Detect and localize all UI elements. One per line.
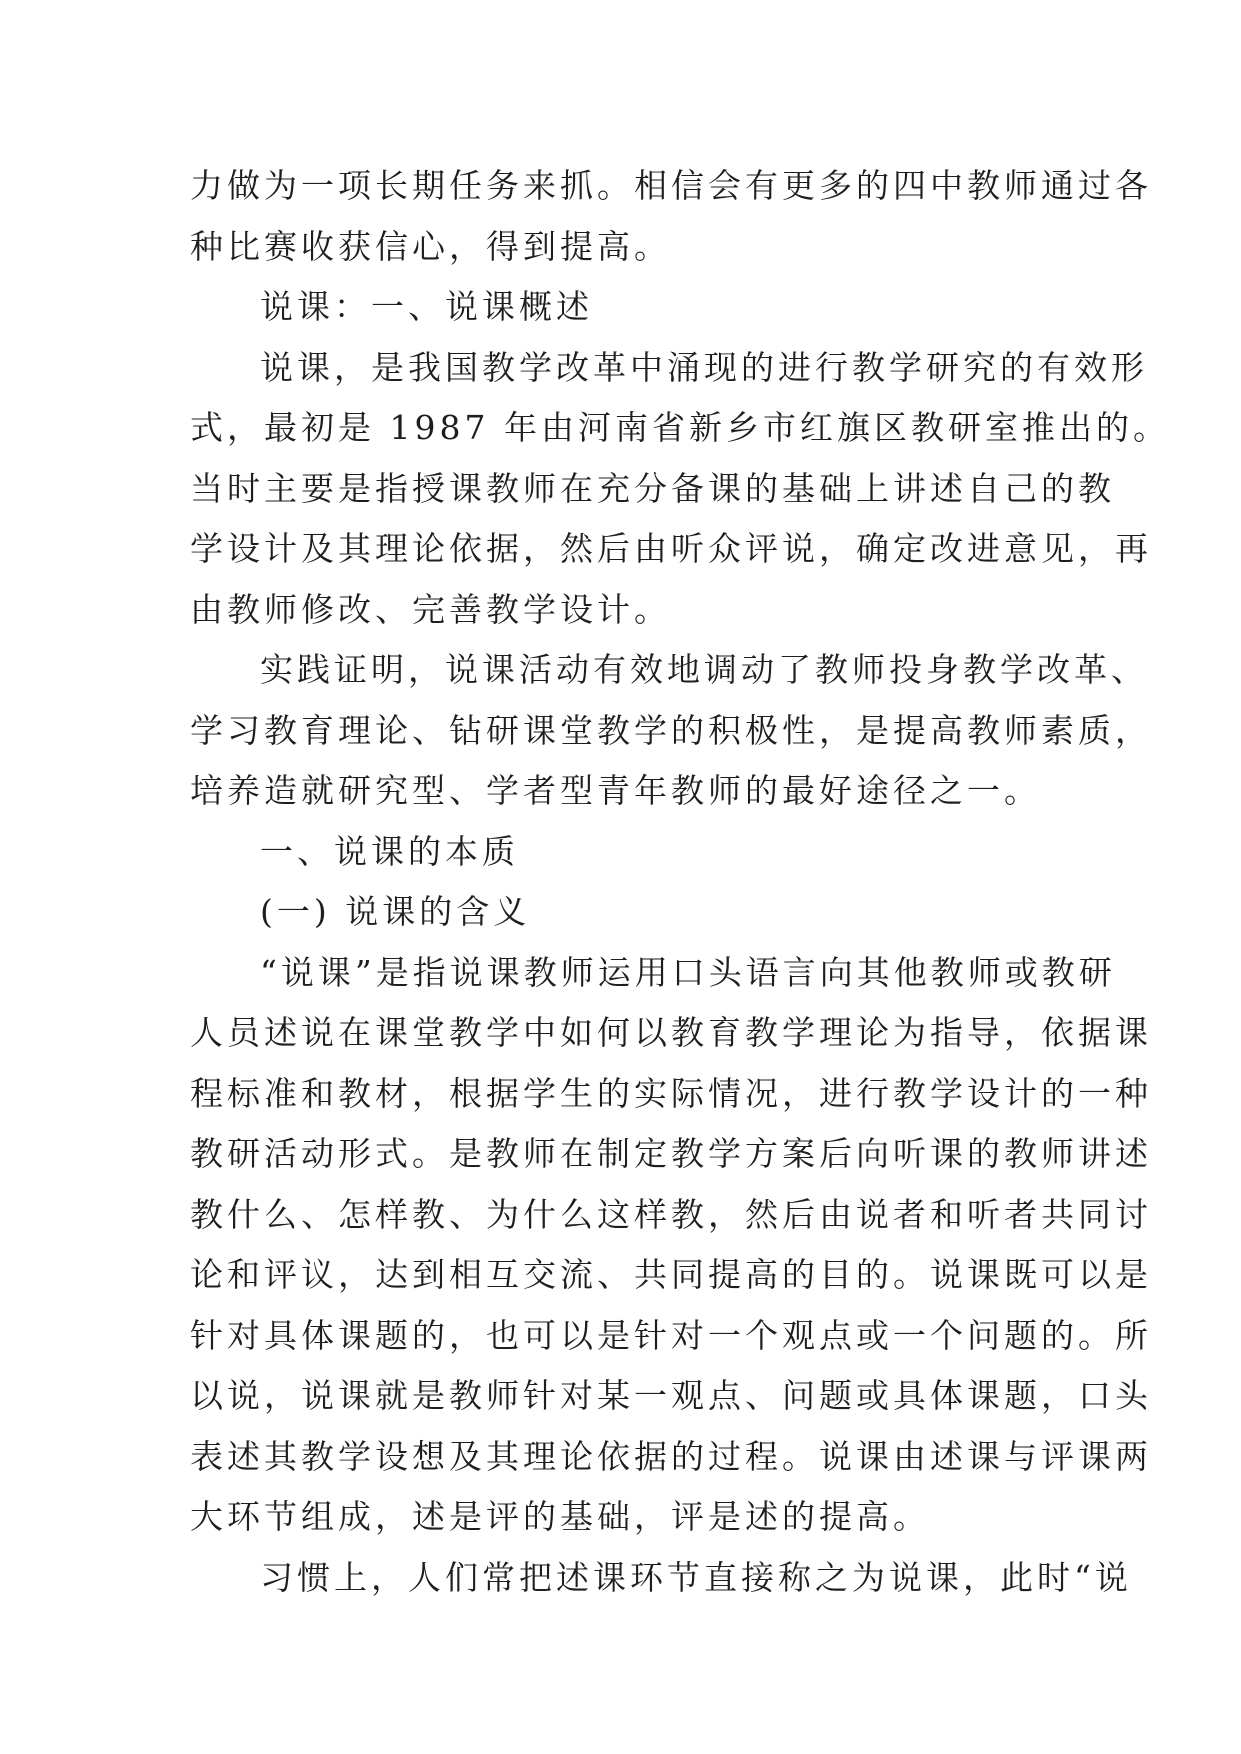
text-line: 式，最初是 1987 年由河南省新乡市红旗区教研室推出的。 (190, 408, 1170, 447)
text-line: 说课，是我国教学改革中涌现的进行教学研究的有效形 (260, 347, 1148, 387)
text-line: “说课”是指说课教师运用口头语言向其他教师或教研 (260, 952, 1116, 992)
section-heading: 一、说课的本质 (260, 831, 519, 871)
text-line: 由教师修改、完善教学设计。 (190, 589, 671, 629)
text-line: 培养造就研究型、学者型青年教师的最好途径之一。 (190, 771, 1041, 810)
text-line: 力做为一项长期任务来抓。相信会有更多的四中教师通过各 (190, 166, 1152, 205)
section-heading: 说课：一、说课概述 (260, 287, 593, 326)
text-line: 大环节组成，述是评的基础，评是述的提高。 (190, 1497, 930, 1536)
text-line: 程标准和教材，根据学生的实际情况，进行教学设计的一种 (190, 1073, 1152, 1113)
text-line: 当时主要是指授课教师在充分备课的基础上讲述自己的教 (190, 468, 1115, 508)
text-line: 学习教育理论、钻研课堂教学的积极性，是提高教师素质， (190, 710, 1152, 750)
document-body (190, 156, 1170, 1608)
subsection-heading: (一) 说课的含义 (260, 892, 531, 931)
text-line: 论和评议，达到相互交流、共同提高的目的。说课既可以是 (190, 1255, 1152, 1294)
text-line: 针对具体课题的，也可以是针对一个观点或一个问题的。所 (190, 1315, 1152, 1355)
text-line: 人员述说在课堂教学中如何以教育教学理论为指导，依据课 (190, 1013, 1152, 1052)
text-line: 表述其教学设想及其理论依据的过程。说课由述课与评课两 (190, 1436, 1152, 1476)
text-line: 教什么、怎样教、为什么这样教，然后由说者和听者共同讨 (190, 1194, 1152, 1234)
text-line: 习惯上，人们常把述课环节直接称之为说课，此时“说 (260, 1557, 1132, 1597)
text-line: 种比赛收获信心，得到提高。 (190, 226, 671, 266)
text-line: 以说，说课就是教师针对某一观点、问题或具体课题，口头 (190, 1376, 1152, 1415)
text-line: 学设计及其理论依据，然后由听众评说，确定改进意见，再 (190, 529, 1152, 568)
text-line: 教研活动形式。是教师在制定教学方案后向听课的教师讲述 (190, 1134, 1152, 1173)
text-line: 实践证明，说课活动有效地调动了教师投身教学改革、 (260, 650, 1148, 689)
